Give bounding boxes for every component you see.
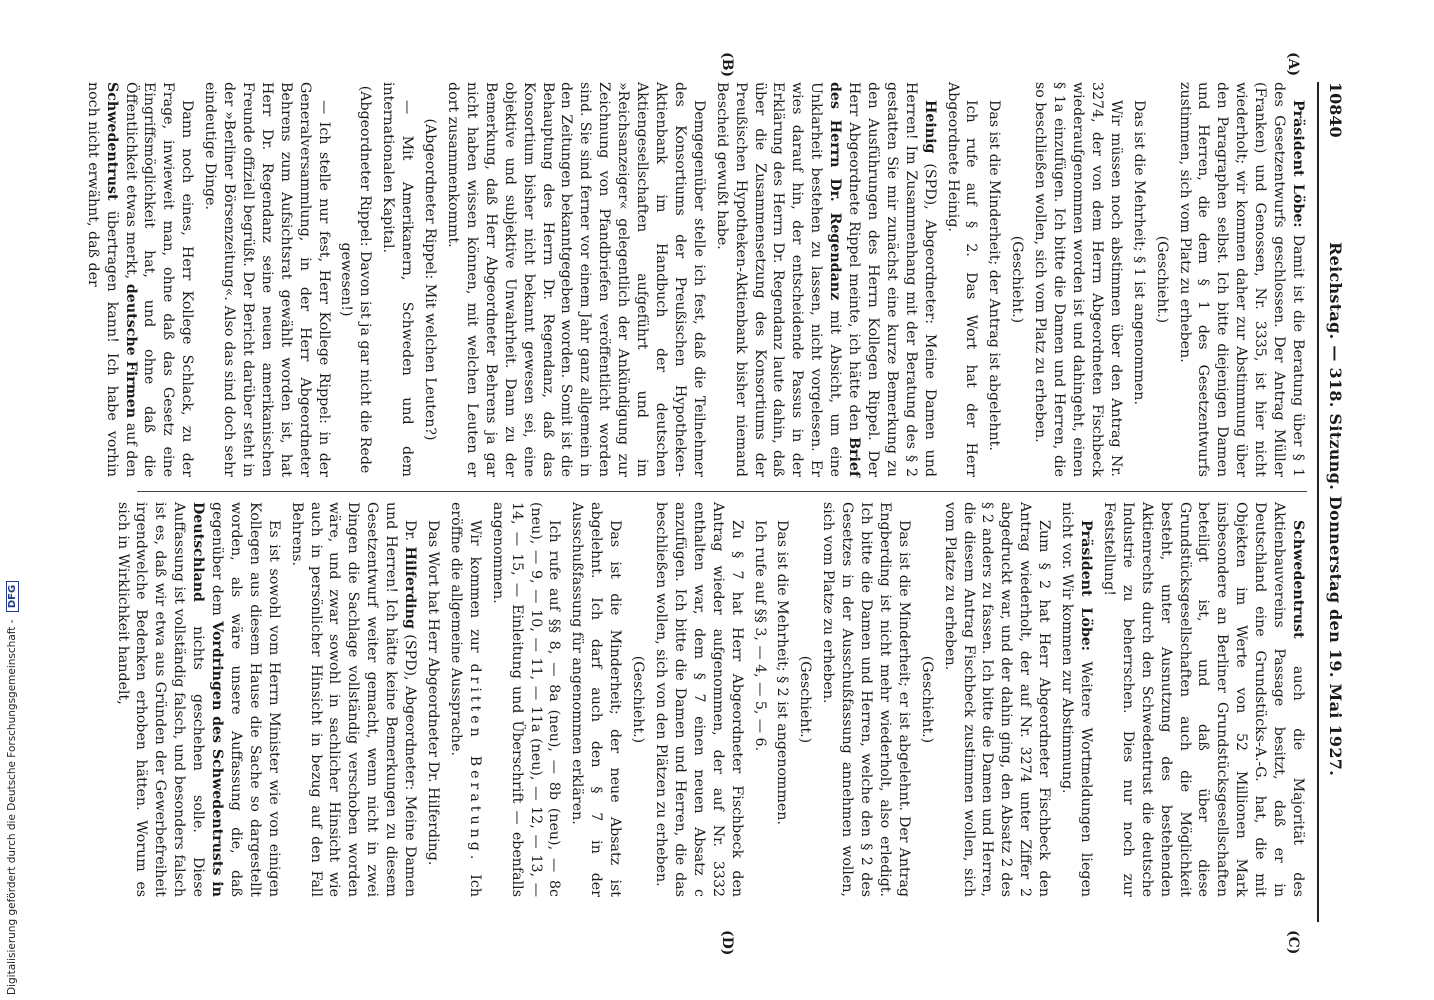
column-divider [137,491,1307,492]
emphasis: Schwedentrust [1290,520,1306,639]
speaker-name: Hilferding [402,546,419,629]
paragraph: — Ich stelle nur fest, Herr Kollege Rippel: in der Generalversammlung, in der Herr Abgeordneter Behrens zum Aufsichtsrat gewählt worden ist, hat Herr Dr. Regendanz seine neuen amerikanischen Freunde offiziell begrüßt. Der Bericht darüber steht in der »Berliner Börsenzeitung«. Also das sind doch sehr eindeutige Dinge. [202,82,332,477]
speech-text: Wir kommen zur [466,520,483,664]
margin-mark-c: (C) [1285,930,1301,955]
paragraph: — Mit Amerikanern, Schweden und dem internationalen Kapital. [380,82,416,477]
margin-mark-b: (B) [719,52,735,78]
speech-text: Es ist sowohl vom Herrn Minister wie von einigen Kollegen aus diesem Hause die Sache so dargestellt worden, als wäre unsere Auffassung die, daß gegenüber dem [209,502,282,897]
paragraph [83,82,196,477]
page-header [1317,82,1347,922]
paragraph [1057,502,1095,897]
paragraph: Wir müssen noch abstimmen über den Antrag Nr. 3274, der von dem Herrn Abgeordneten Fischbeck wiederaufgenommen worden ist und dahingeht, einen § 1a einzufügen. Ich bitte die Damen und Herren, die so beschließen wollen, sich vom Platz zu erheben. [1032,82,1124,477]
emphasis: Vordringen des Schwedentrusts in Deutschland [190,502,226,897]
speech-text: mit Absicht, um eine Unklarheit bestehen zu lassen, nicht vorgelesen. Er wies darauf hin, der entscheidende Passus in der Erklärung des Herrn Dr. Regendanz laute dahin, daß über die Zusammensetzung des Konsortiums der Preußischen Hypotheken-Aktienbank bisher niemand Bescheid gewußt habe. [713,82,844,477]
speech-text: (SPD), Abgeordneter: Meine Damen und Herren! Ich hätte keine Bemerkungen zu diesem Gesetzentwurf weiter gemacht, wenn nicht in zwei Dingen die Sachlage vollständig verschoben worden wäre, und zwar sowohl in sachlicher Hinsicht wie auch in persönlicher Hinsicht in bezug auf den Fall Behrens. [288,502,419,897]
speech-text: Dann noch eines, Herr Kollege Schlack, zu der Frage, inwieweit man, ohne daß das Gesetz eine Eingriffsmöglichkeit hat, und ohne daß die Öffentlichkeit etwas merkt, [122,82,196,477]
paragraph: Zum § 2 hat Herr Abgeordneter Fischbeck den Antrag wiederholt, der auf Nr. 3274 unter Ziffer 2 abgedruckt war, und der dahin ging, den Absatz 2 des § 2 anders zu fassen. Ich bitte die Damen und Herren, die diesem Antrag Fischbeck zustimmen wollen, sich vom Platze zu erheben. [941,502,1053,897]
speaker-name: Heinig [921,100,938,154]
speech-text: auf den [122,418,139,477]
paragraph: Das ist die Minderheit; der Antrag ist abgelehnt. [986,100,1003,451]
interjection: (Abgeordneter Rippel: Mit welchen Leuten?) [422,118,439,441]
left-column [79,82,1307,477]
stage-direction: (Geschieht.) [797,655,814,744]
paragraph [1099,502,1307,897]
paragraph: Demgegenüber stelle ich fest, daß die Teilnehmer des Konsortiums der Preußischen Hypotheken-Aktienbank im Handbuch der deutschen Aktiengesellschaften aufgeführt und im »Reichsanzeiger« gelegentlich der Ankündigung zur Zeichnung von Pfandbriefen veröffentlicht worden sind. Sie sind ferner vor einem Jahr ganz allgemein in den Zeitungen bekanntgegeben worden. Somit ist die Behauptung des Herrn Dr. Regendanz, daß das Konsortium bisher nicht bekannt gewesen sei, eine objektive und subjektive Unwahrheit. Dann zu der Bemerkung, daß Herr Abgeordneter Behrens ja gar nicht haben wissen können, mit welchen Leuten er dort zusammenkommt. [445,82,707,477]
page-number: 10840 [1326,82,1345,138]
speech-text: übertragen kann! Ich habe vorhin noch nicht erwähnt, daß der [84,82,120,477]
paragraph: Zu § 7 hat Herr Abgeordneter Fischbeck den Antrag wieder aufgenommen, der auf Nr. 3332 enthalten war, dem § 7 einen neuen Absatz c anzufügen. Ich bitte die Damen und Herren, die das beschließen wollen, sich von den Plätzen zu erheben. [653,502,745,897]
paragraph: Das ist die Minderheit; der neue Absatz ist abgelehnt. Ich darf auch den § 7 in der Ausschußfassung für angenommen erklären. [569,502,624,897]
stage-direction: (Geschieht.) [918,655,935,744]
interjection: (Abgeordneter Rippel: Davon ist ja gar nicht die Rede gewesen!) [338,85,374,474]
speech-text: Dr. [402,520,419,547]
paragraph [712,82,939,477]
digitization-text: Digitalisierung gefördert durch die Deutsche Forschungsgemeinschaft - [6,619,18,995]
paragraph [1175,82,1307,477]
paragraph: Das ist die Minderheit; er ist abgelehnt. Der Antrag Engberding ist nicht mehr wiederholt, also erledigt. Ich bitte die Damen und Herren, welche den § 2 des Gesetzes in der Ausschußfassung annehmen wollen, sich vom Platze zu erheben. [820,502,912,897]
stage-direction: (Geschieht.) [1153,235,1170,324]
paragraph [113,502,283,897]
speech-text: Weitere Wortmeldungen liegen nicht vor. Wir kommen zur Abstimmung. [1059,502,1095,897]
digitization-note [6,581,19,995]
dfg-logo: DFG [6,581,19,612]
stage-direction: (Geschieht.) [630,655,647,744]
speech-text: nichts geschehen solle. Diese Auffassung ist vollständig falsch, und besonders falsch ist es, daß wir etwa aus Gründen der Gewerbefreiheit irgendwelche Bedenken erhoben hätten. Worum es sich in Wirklichkeit handelt, [114,502,207,897]
emphasis: Schwedentrust [103,82,120,201]
spaced-emphasis: dritten Beratung. [466,663,483,864]
paragraph: Das ist die Mehrheit; § 2 ist angenommen. [774,520,791,825]
emphasis: deutsche Firmen [122,283,139,419]
stage-direction: (Geschieht.) [1009,235,1026,324]
speech-text: (SPD), Abgeordneter: Meine Damen und Herren! Im Zusammenhang mit der Beratung des § 2 gestatten Sie mir zunächst eine kurze Bemerkung zu den Ausführungen des Herrn Kollegen Rippel. Der Herr Abgeordnete Rippel meinte, ich hätte den [846,82,938,477]
speech-text: Ich eröffne die allgemeine Aussprache. [447,502,483,898]
paragraph: Ich rufe auf §§ 3, — 4, — 5, — 6. [751,520,768,752]
paragraph: Das ist die Mehrheit; § 1 ist angenommen. [1130,100,1147,405]
emphasis: Brief des Herrn Dr. Regendanz [827,82,863,477]
margin-mark-d: (D) [719,930,735,956]
paragraph: Ich rufe auf §§ 8, — 8a (neu), — 8b (neu), — 8c (neu), — 9, — 10, — 11, — 11a (neu), — 12, — 13, — 14, — 15, — Einleitung und Überschrift — ebenfalls angenommen. [489,502,563,897]
paragraph [446,502,484,897]
speech-text: Damit ist die Beratung über § 1 des Gesetzentwurfs geschlossen. Der Antrag Müller (Franken) und Genossen, Nr. 3335, ist hier nicht wiederholt; wir kommen daher zur Abstimmung über den Paragraphen selbst. Ich bitte diejenigen Damen und Herren, die dem § 1 des Gesetzentwurfs zustimmen, sich vom Platz zu erheben. [1176,82,1306,477]
paragraph: Das Wort hat Herr Abgeordneter Dr. Hilferding. [425,520,442,866]
running-title: Reichstag. — 318. Sitzung. Donnerstag den 19. Mai 1927. [1326,242,1345,777]
right-column [109,502,1307,897]
paragraph: Ich rufe auf § 2. Das Wort hat der Herr Abgeordnete Heinig. [944,82,980,477]
speaker-name: Präsident Löbe: [1078,520,1095,651]
paragraph [287,502,419,897]
speech-text: auch die Majorität des Aktienbauvereins Passage besitzt, daß er in Deutschland eine Grundstücks-A.-G. hat, die mit Objekten im Werte von 52 Millionen Mark insbesondere an Berliner Grundstücksgesellschaften beteiligt ist, und daß über diese Grundstücksgesellschaften auch die Möglichkeit besteht, unter Ausnutzung des bestehenden Aktienrechts durch den Schwedentrust die deutsche Industrie zu beherrschen. Dies nur noch zur Feststellung! [1100,502,1306,897]
rotated-document-page [84,52,1347,956]
margin-mark-a: (A) [1285,52,1301,77]
speaker-name: Präsident Löbe: [1290,100,1306,228]
